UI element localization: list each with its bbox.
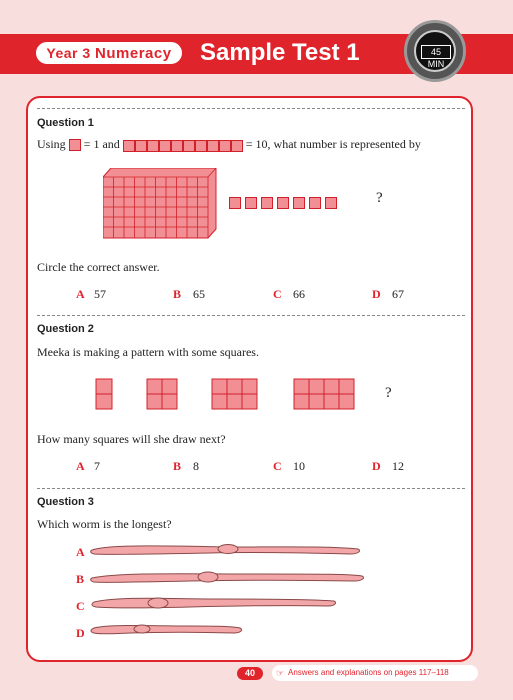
question-2-question-mark: ? [385,385,392,401]
prompt-eq10: = 10, what number is represented by [245,137,421,151]
q1-option-a-letter[interactable]: A [76,287,85,301]
q2-option-a-letter[interactable]: A [76,459,85,473]
unit-cube-icon [245,197,257,209]
timer-clock-icon [404,20,466,82]
timer-readout: 45 MIN [421,45,451,59]
pointing-hand-icon: ☞ [276,668,285,678]
worm-c-band [148,598,168,608]
q3-option-d-letter[interactable]: D [76,626,85,640]
q3-option-a-letter[interactable]: A [76,545,85,559]
unit-cube-icon [325,197,337,209]
page-number: 40 [237,667,263,680]
answers-note [272,665,478,681]
ten-rod-icon [123,138,243,153]
q1-option-a-value[interactable]: 57 [94,287,106,301]
question-1-label: Question 1 [37,117,94,129]
unit-cube-icon [309,197,321,209]
divider [37,315,465,316]
worms-illustration[interactable] [90,538,370,638]
worm-a-band [218,545,238,554]
q3-option-b-letter[interactable]: B [76,572,85,586]
divider [37,488,465,489]
q1-option-d-letter[interactable]: D [372,287,381,301]
q1-option-b-letter[interactable]: B [173,287,182,301]
question-2-label: Question 2 [37,323,94,335]
q1-option-d-value[interactable]: 67 [392,287,404,301]
question-2-question: How many squares will she draw next? [37,432,226,446]
question-1-instruction: Circle the correct answer. [37,260,160,274]
year-label: Year 3 [46,45,91,61]
timer-face [414,30,456,72]
worm-d-band [134,625,150,633]
worm-b-band [198,572,218,582]
q2-option-d-value[interactable]: 12 [392,459,404,473]
unit-cube-icon [293,197,305,209]
square-pattern [95,378,385,414]
q2-option-b-value[interactable]: 8 [193,459,199,473]
question-3-prompt: Which worm is the longest? [37,517,172,531]
question-1-question-mark: ? [376,190,383,206]
unit-cubes-group [229,194,337,212]
worm-c [92,598,336,608]
unit-cube-icon [69,139,81,151]
unit-cube-icon [229,197,241,209]
topic-label: Numeracy [95,45,172,62]
q2-option-a-value[interactable]: 7 [94,459,100,473]
page-title: Sample Test 1 [200,39,360,66]
q2-option-d-letter[interactable]: D [372,459,381,473]
worm-b [91,574,364,583]
worm-d [91,626,242,634]
q2-option-c-value[interactable]: 10 [293,459,305,473]
q1-option-c-value[interactable]: 66 [293,287,305,301]
unit-cube-icon [261,197,273,209]
q3-option-c-letter[interactable]: C [76,599,85,613]
prompt-using: Using [37,137,66,151]
question-2-prompt: Meeka is making a pattern with some squares. [37,345,259,359]
q2-option-c-letter[interactable]: C [273,459,282,473]
q1-option-b-value[interactable]: 65 [193,287,205,301]
q1-option-c-letter[interactable]: C [273,287,282,301]
answers-note-text: Answers and explanations on pages 117–118 [288,668,449,677]
question-1-prompt [37,137,467,153]
unit-cube-icon [277,197,289,209]
q2-option-b-letter[interactable]: B [173,459,182,473]
series-pill [34,40,184,66]
question-3-label: Question 3 [37,496,94,508]
divider [37,108,465,109]
prompt-eq1: = 1 and [83,137,120,151]
hundreds-flat-icon [103,168,221,244]
